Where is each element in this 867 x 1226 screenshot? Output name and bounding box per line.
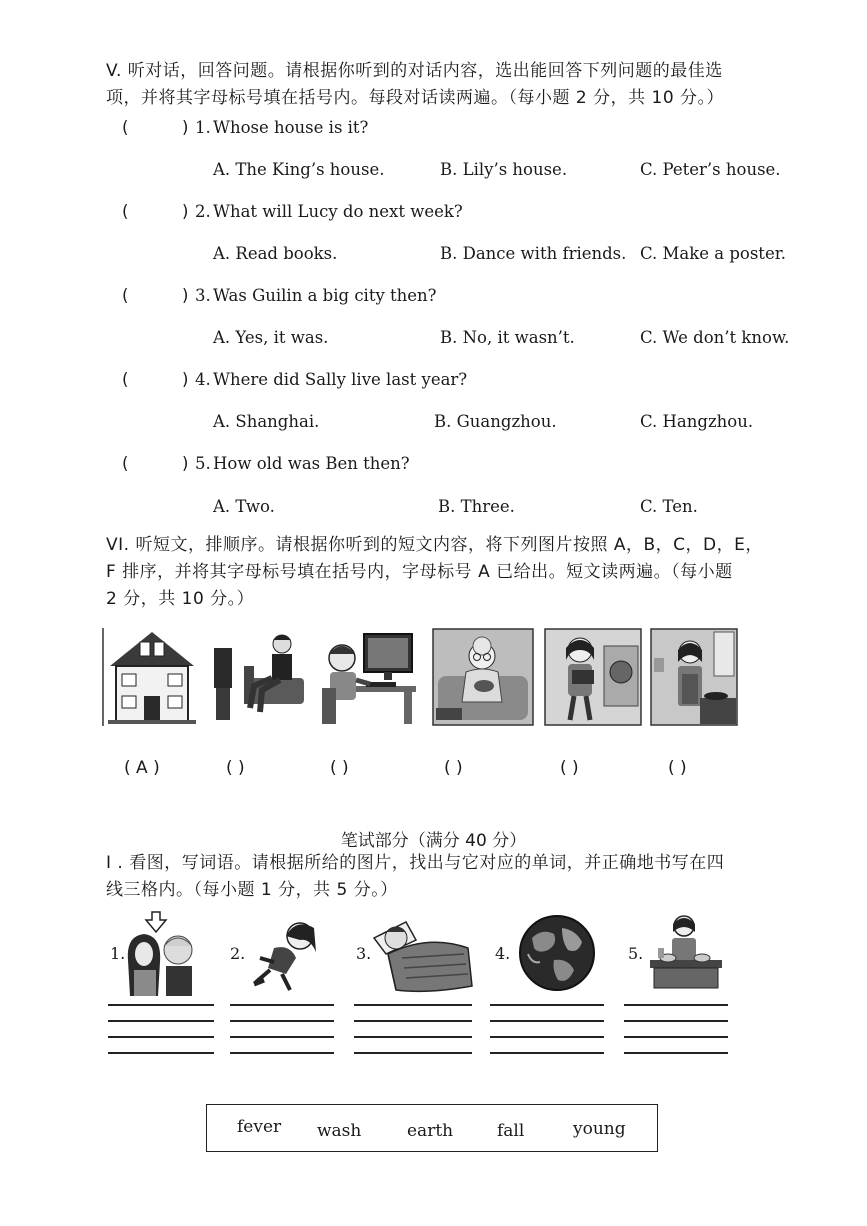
boy-computer-picture [318,628,418,726]
word-bank-item: young [573,1119,626,1139]
question-text: Whose house is it? [213,118,369,137]
fever-in-bed-icon [368,914,474,996]
order-answer-slot[interactable]: ( ) [444,758,463,778]
question-number: 3. [195,286,211,305]
option-a: A. Shanghai. [213,412,320,431]
man-sitting-picture [210,628,308,726]
question-number: 5. [195,454,211,473]
word-bank-item: fever [237,1117,282,1137]
section5-title-line2: 项，并将其字母标号填在括号内。每段对话读两遍。（每小题 2 分，共 10 分。） [106,88,725,108]
answer-paren-open[interactable]: ( [122,370,129,389]
question-text: How old was Ben then? [213,454,410,473]
answer-paren-close: ) [182,118,189,137]
girl-reading-picture [544,628,642,726]
written-task-line1: I . 看图，写词语。请根据所给的图片，找出与它对应的单词，并正确地书写在四 [106,853,725,873]
question-2 [0,202,867,232]
question-5 [0,454,867,484]
order-answer-slot[interactable]: ( ) [560,758,579,778]
order-answer-slot[interactable]: ( ) [668,758,687,778]
option-a: A. Two. [213,497,275,516]
option-c: C. Peter’s house. [640,160,781,179]
section6-title [106,532,776,613]
option-a: A. Yes, it was. [213,328,329,347]
option-a: A. The King’s house. [213,160,385,179]
answer-paren-open[interactable]: ( [122,118,129,137]
answer-paren-open[interactable]: ( [122,286,129,305]
washing-dishes-icon [646,912,726,990]
question-text: Where did Sally live last year? [213,370,468,389]
girl-falling-icon [250,918,322,994]
section6-title-line3: 2 分，共 10 分。） [106,589,255,609]
grandma-picture [432,628,534,726]
order-answer-slot[interactable]: ( ) [330,758,349,778]
option-b: B. Three. [438,497,515,516]
order-answer-slot: ( A ) [124,758,160,778]
option-b: B. Dance with friends. [440,244,627,263]
question-text: What will Lucy do next week? [213,202,463,221]
written-task-line2: 线三格内。（每小题 1 分，共 5 分。） [106,880,398,900]
answer-paren-open[interactable]: ( [122,202,129,221]
option-c: C. Make a poster. [640,244,787,263]
question-number: 1. [195,118,211,137]
writing-lines[interactable] [490,1004,604,1058]
section5-title [106,58,776,112]
question-text: Was Guilin a big city then? [213,286,437,305]
woman-cooking-picture [650,628,738,726]
word-bank-item: fall [497,1121,525,1141]
answer-paren-close: ) [182,286,189,305]
item-number: 2. [230,944,246,963]
section6-title-line1: VI. 听短文，排顺序。请根据你听到的短文内容，将下列图片按照 A，B，C，D，E， [106,535,763,555]
option-b: B. Guangzhou. [434,412,557,431]
answer-paren-close: ) [182,454,189,473]
word-bank [206,1104,658,1152]
writing-lines[interactable] [230,1004,334,1058]
earth-globe-icon [518,914,596,992]
option-c: C. We don’t know. [640,328,790,347]
writing-lines[interactable] [108,1004,214,1058]
item-number: 4. [495,944,511,963]
written-task-title [106,850,776,904]
word-bank-item: wash [317,1121,362,1141]
house-picture [102,628,202,726]
option-b: B. No, it wasn’t. [440,328,575,347]
answer-paren-open[interactable]: ( [122,454,129,473]
answer-paren-close: ) [182,370,189,389]
order-answer-slot[interactable]: ( ) [226,758,245,778]
option-b: B. Lily’s house. [440,160,568,179]
writing-lines[interactable] [624,1004,728,1058]
written-part-title: 笔试部分（满分 40 分） [340,831,527,851]
writing-lines[interactable] [354,1004,472,1058]
item-number: 5. [628,944,644,963]
question-4 [0,370,867,400]
item-number: 1. [110,944,126,963]
option-c: C. Ten. [640,497,698,516]
question-3 [0,286,867,316]
young-old-women-icon [122,910,198,996]
item-number: 3. [356,944,372,963]
section6-title-line2: F 排序，并将其字母标号填在括号内，字母标号 A 已给出。短文读两遍。（每小题 [106,562,733,582]
question-1 [0,118,867,148]
word-bank-item: earth [407,1121,454,1141]
option-c: C. Hangzhou. [640,412,754,431]
answer-paren-close: ) [182,202,189,221]
question-number: 4. [195,370,211,389]
question-number: 2. [195,202,211,221]
option-a: A. Read books. [213,244,338,263]
section5-title-line1: V. 听对话，回答问题。请根据你听到的对话内容，选出能回答下列问题的最佳选 [106,61,723,81]
